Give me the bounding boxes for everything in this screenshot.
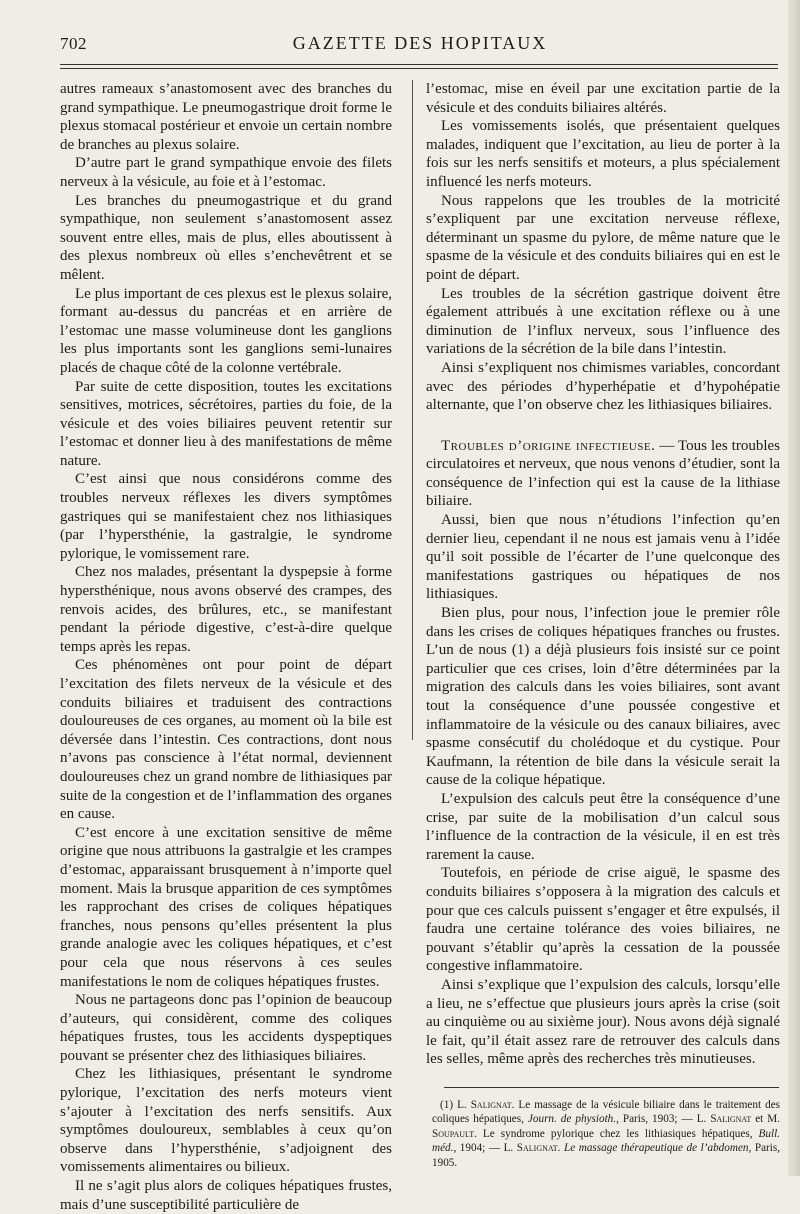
paragraph: C’est ainsi que nous considérons comme des troubles nerveux réflexes les divers symptômes gastriques qui se manifestaient chez nos lithiasiques (par l’hypersthénie, la gastralgie, le syndrome pylorique, le vomissement rare. [60,471,392,562]
paragraph: autres rameaux s’anastomosent avec des branches du grand sympathique. Le pneumogastrique droit forme le plexus stomacal postérieur et envoie un certain nombre de branches au plexus solaire. [60,81,392,153]
section-title: Troubles d’origine infectieuse. [441,437,656,454]
paragraph: Par suite de cette disposition, toutes les excitations sensitives, motrices, sécrétoires, parties du foie, de la vésicule et des voies biliaires peuvent retentir sur l’estomac et donner lieu à des manifestations de même nature. [60,378,392,469]
page-number: 702 [60,34,87,53]
header-rule [60,64,778,65]
column-divider [412,80,413,740]
footnote [432,1098,780,1170]
footnote-text: , Paris, 1905. [432,1142,781,1169]
paragraph: Chez les lithiasiques, présentant le syndrome pylorique, l’excitation des nerfs moteurs vient s’ajouter à l’excitation des nerfs sensitifs. Aux symptômes douloureux, semblables à ceux qu’on observe dans l’hypersthénie, s’adjoignent des vomissements alimentaires ou bilieux. [60,1066,392,1176]
running-title: GAZETTE DES HOPITAUX [292,33,548,53]
paragraph: Il ne s’agit plus alors de coliques hépatiques frustes, mais d’une susceptibilité particulière de [60,1178,392,1213]
paragraph: Chez nos malades, présentant la dyspepsie à forme hypersthénique, nous avons observé des crampes, des renvois acides, des brûlures, etc., se manifestant pendant la période digestive, c’est-à-dire quelque temps après les repas. [60,564,392,655]
paragraph: Toutefois, en période de crise aiguë, le spasme des conduits biliaires s’opposera à la migration des calculs et pour que ces calculs puissent s’engager et être expulsés, il faudra une certaine tolérance des voies biliaires, ne pouvant s’établir qu’après la cessation de la poussée congestive inflammatoire. [426,865,780,975]
page-edge [788,0,800,1176]
footnote-journal: Le massage thérapeutique de l’abdomen [564,1142,749,1155]
footnote-text: , 1904; — [453,1142,504,1155]
footnote-journal: Bull. méd. [432,1127,780,1155]
paragraph: D’autre part le grand sympathique envoie des filets nerveux à la vésicule, au foie et à l’estomac. [60,155,392,190]
paragraph: Ainsi s’expliquent nos chimismes variables, concordant avec des périodes d’hyperhépatie et d’hypohépatie alternante, que l’on observe chez les lithiasiques biliaires. [426,359,780,414]
section-spacer [426,415,780,437]
footnote-text: et [751,1113,768,1126]
left-column [60,80,392,1214]
paragraph: Le plus important de ces plexus est le plexus solaire, formant au-dessus du pancréas et en arrière de l’estomac une masse volumineuse dont les ganglions les plus importants sont les ganglions semi-lunaires placés de chaque côté de la colonne vertébrale. [60,285,392,376]
footnote-marker: (1) [440,1098,458,1111]
footnote-text: . Le massage de la vésicule biliaire dans le traitement des coliques hépatiques, [432,1098,781,1126]
footnote-text: , Paris, 1903; — [616,1113,697,1126]
paragraph: L’expulsion des calculs peut être la conséquence d’une crise, par suite de la mobilisation d’un calcul sous l’influence de la contraction de la vésicule, il en est très rarement la cause. [426,790,780,863]
footnote-text: . [557,1142,565,1155]
section-paragraph [426,437,780,511]
paragraph: Les troubles de la sécrétion gastrique doivent être également attribués à une excitation réflexe ou à une diminution de l’influx nerveux, sous l’influence des variations de la sécrétion de la bile dans l’intestin. [426,285,780,358]
footnotes [432,1098,780,1170]
paragraph: Bien plus, pour nous, l’infection joue le premier rôle dans les crises de coliques hépatiques franches ou frustes. L’un de nous (1) a déjà plusieurs fois insisté sur ce point particulier que ces crises, loin d’être déterminées par la migration des calculs dans les voies biliaires, sont avant tout la conséquence d’une poussée congestive et inflammatoire de la vésicule ou des canaux biliaires, avec spasme consécutif du cholédoque et du cystique. Pour Kaufmann, la rétention de bile dans la vésicule serait la cause de la colique hépatique. [426,605,780,789]
footnote-text: . Le syndrome pylorique chez les lithiasiques hépatiques, [474,1127,759,1140]
section-text: — Tous les troubles circulatoires et nerveux, que nous venons d’étudier, sont la conséquence de l’infection qui est la cause de la lithiase biliaire. [426,437,780,510]
footnote-journal: Journ. de physioth. [527,1113,617,1126]
paragraph: Les branches du pneumogastrique et du grand sympathique, non seulement s’anastomosent assez souvent entre elles, mais de plus, elles aboutissent à des plexus nombreux où elles s’enchevêtrent et se mêlent. [60,192,392,283]
page-header [60,30,780,60]
paragraph: Ainsi s’explique que l’expulsion des calculs, lorsqu’elle a lieu, ne s’effectue que plusieurs jours après la crise (soit au cinquième ou au sixième jour). Nous avons déjà signalé le fait, qu’il était assez rare de retrouver des calculs dans les selles, même après des recherches très minutieuses. [426,976,780,1068]
footnote-author: L. Salignat [696,1113,752,1126]
paragraph: Nous rappelons que les troubles de la motricité s’expliquent par une excitation nerveuse réflexe, déterminant un spasme du pylore, de même nature que le spasme de la vésicule et des conduits biliaires qui en est le point de départ. [426,192,780,283]
footnote-author: L. Salignat [457,1098,512,1111]
footnote-author: M. Soupault [432,1113,781,1140]
paragraph: l’estomac, mise en éveil par une excitation partie de la vésicule et des conduits biliaires altérés. [426,81,780,116]
paragraph: C’est encore à une excitation sensitive de même origine que nous attribuons la gastralgie et les crampes d’estomac, apparaissant brusquement à n’importe quel moment. Mais la brusque apparition de ces symptômes les rapprochant des crises de coliques hépatiques franches, nous pensons qu’elles présentent la plus grande analogie avec les coliques hépatiques, et c’est pour cela que nous réservons à ces seules manifestations le nom de coliques hépatiques frustes. [60,824,392,990]
right-column [426,80,780,1170]
paragraph: Aussi, bien que nous n’étudions l’infection qu’en dernier lieu, cependant il ne nous est jamais venu à l’idée qu’il soit possible de l’écarter de l’une quelconque des manifestations gastriques ou hépatiques de nos lithiasiques. [426,512,780,603]
paragraph: Ces phénomènes ont pour point de départ l’excitation des filets nerveux de la vésicule et des conduits biliaires et traduisent des contractions douloureuses de ces organes, au moment où la bile est déversée dans l’intestin. Ces contractions, dont nous n’avons pas conscience à l’état normal, deviennent douloureuses chez un grand nombre de lithiasiques par suite de la congestion et de l’inflammation des organes en cause. [60,657,392,823]
footnote-rule [444,1087,779,1088]
paragraph: Nous ne partageons donc pas l’opinion de beaucoup d’auteurs, qui considèrent, comme des coliques hépatiques frustes, tous les accidents dyspeptiques pouvant se présenter chez des lithiasiques biliaires. [60,992,392,1064]
footnote-author: L. Salignat [503,1142,558,1155]
header-rule-double [60,68,778,69]
paragraph: Les vomissements isolés, que présentaient quelques malades, indiquent que l’excitation, au lieu de porter à la fois sur les nerfs sensitifs et moteurs, a plus spécialement influencé les nerfs moteurs. [426,118,780,190]
